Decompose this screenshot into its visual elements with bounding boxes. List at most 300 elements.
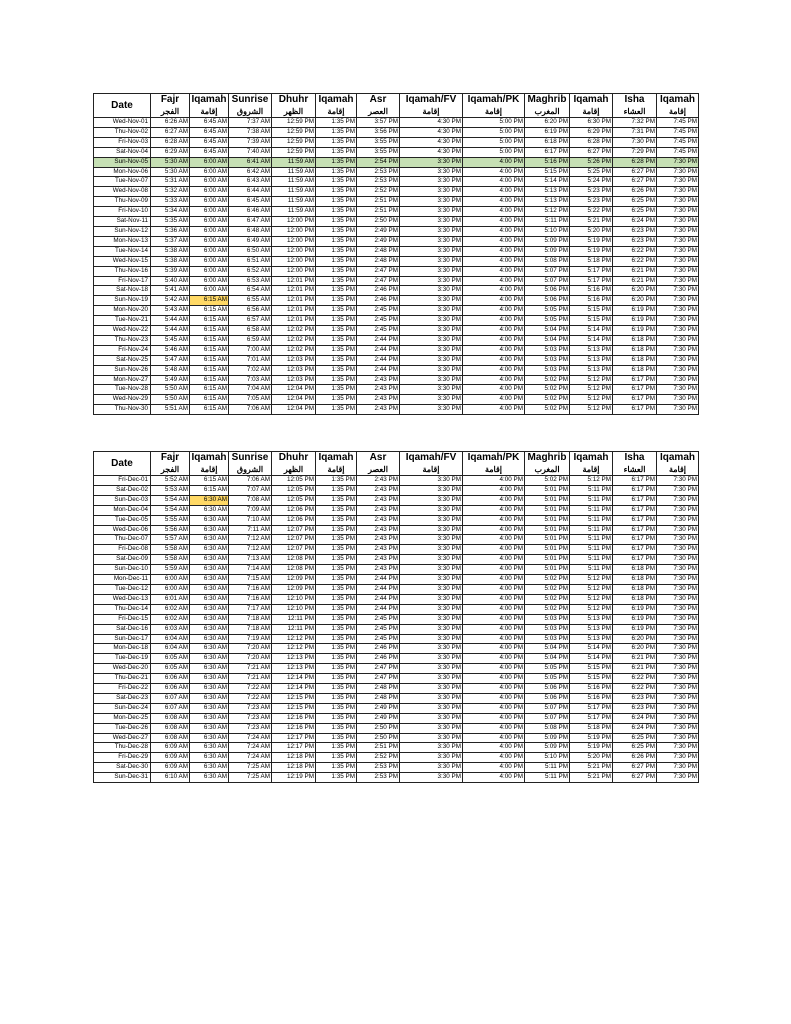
time-cell: 1:35 PM [316,674,357,684]
time-cell: 7:30 PM [657,296,699,306]
date-cell: Tue-Dec-26 [94,723,151,733]
time-cell: 6:45 AM [190,127,229,137]
time-cell: 5:58 AM [151,555,190,565]
time-cell: 7:30 PM [657,674,699,684]
time-cell: 2:47 PM [357,276,400,286]
time-cell: 12:00 PM [272,236,316,246]
time-cell: 5:47 AM [151,355,190,365]
time-cell: 3:55 PM [357,137,400,147]
time-cell: 6:19 PM [613,624,657,634]
column-header-arabic: إقامة [657,464,699,476]
time-cell: 2:47 PM [357,674,400,684]
time-cell: 5:06 PM [525,286,570,296]
time-cell: 3:30 PM [400,723,463,733]
time-cell: 7:23 AM [229,703,272,713]
time-cell: 7:16 AM [229,594,272,604]
time-cell: 5:26 PM [570,157,613,167]
time-cell: 6:07 AM [151,693,190,703]
time-cell: 5:16 PM [570,286,613,296]
time-cell: 7:30 PM [657,713,699,723]
time-cell: 5:13 PM [570,365,613,375]
time-cell: 2:47 PM [357,266,400,276]
table-row [94,555,699,565]
time-cell: 5:53 AM [151,485,190,495]
time-cell: 4:00 PM [463,555,525,565]
time-cell: 5:03 PM [525,634,570,644]
time-cell: 5:18 PM [570,723,613,733]
time-cell: 1:35 PM [316,624,357,634]
time-cell: 1:35 PM [316,207,357,217]
time-cell: 5:03 PM [525,355,570,365]
time-cell: 1:35 PM [316,495,357,505]
time-cell: 6:17 PM [613,375,657,385]
table-row [94,207,699,217]
time-cell: 7:30 PM [657,763,699,773]
time-cell: 4:00 PM [463,674,525,684]
time-cell: 3:30 PM [400,246,463,256]
time-cell: 1:35 PM [316,335,357,345]
time-cell: 6:07 AM [151,703,190,713]
time-cell: 5:07 PM [525,703,570,713]
time-cell: 5:16 PM [570,684,613,694]
time-cell: 6:58 AM [229,326,272,336]
time-cell: 6:17 PM [613,505,657,515]
time-cell: 6:18 PM [613,594,657,604]
date-cell: Wed-Dec-06 [94,525,151,535]
time-cell: 7:32 PM [613,118,657,128]
time-cell: 3:30 PM [400,167,463,177]
time-cell: 6:15 AM [190,306,229,316]
date-cell: Sun-Dec-10 [94,565,151,575]
column-header-arabic: إقامة [400,464,463,476]
time-cell: 4:00 PM [463,515,525,525]
time-cell: 7:30 PM [657,584,699,594]
time-cell: 7:30 PM [657,634,699,644]
table-row [94,476,699,486]
time-cell: 6:30 AM [190,515,229,525]
time-cell: 1:35 PM [316,286,357,296]
time-cell: 5:05 PM [525,316,570,326]
time-cell: 6:00 AM [190,167,229,177]
time-cell: 12:12 PM [272,644,316,654]
time-cell: 5:00 PM [463,147,525,157]
date-cell: Sat-Dec-16 [94,624,151,634]
table-row [94,296,699,306]
time-cell: 7:30 PM [657,375,699,385]
time-cell: 3:30 PM [400,485,463,495]
time-cell: 1:35 PM [316,584,357,594]
column-header-arabic: إقامة [190,106,229,118]
time-cell: 7:12 AM [229,545,272,555]
table-row [94,684,699,694]
time-cell: 6:00 AM [190,266,229,276]
time-cell: 2:45 PM [357,624,400,634]
date-cell: Thu-Nov-23 [94,335,151,345]
time-cell: 3:30 PM [400,654,463,664]
time-cell: 6:45 AM [190,118,229,128]
time-cell: 6:17 PM [613,515,657,525]
time-cell: 4:00 PM [463,236,525,246]
time-cell: 5:45 AM [151,335,190,345]
time-cell: 3:30 PM [400,644,463,654]
time-cell: 7:30 PM [657,495,699,505]
december-table-body [94,476,699,783]
time-cell: 3:30 PM [400,355,463,365]
time-cell: 4:00 PM [463,296,525,306]
time-cell: 6:00 AM [190,246,229,256]
time-cell: 5:38 AM [151,256,190,266]
time-cell: 6:53 AM [229,276,272,286]
date-cell: Sat-Dec-02 [94,485,151,495]
november-table-header [94,94,699,118]
time-cell: 7:30 PM [657,485,699,495]
time-cell: 3:30 PM [400,773,463,783]
time-cell: 2:51 PM [357,197,400,207]
time-cell: 6:23 PM [613,703,657,713]
time-cell: 6:22 PM [613,256,657,266]
time-cell: 5:59 AM [151,565,190,575]
time-cell: 11:59 AM [272,167,316,177]
time-cell: 5:40 AM [151,276,190,286]
time-cell: 5:07 PM [525,276,570,286]
time-cell: 2:44 PM [357,365,400,375]
time-cell: 12:16 PM [272,723,316,733]
time-cell: 7:30 PM [657,624,699,634]
time-cell: 1:35 PM [316,664,357,674]
time-cell: 5:16 PM [570,296,613,306]
time-cell: 4:30 PM [400,137,463,147]
time-cell: 2:44 PM [357,345,400,355]
time-cell: 6:15 AM [190,375,229,385]
time-cell: 7:30 PM [657,187,699,197]
time-cell: 5:07 PM [525,266,570,276]
time-cell: 3:30 PM [400,187,463,197]
time-cell: 6:21 PM [613,664,657,674]
time-cell: 7:01 AM [229,355,272,365]
time-cell: 5:11 PM [570,515,613,525]
header-row-arabic [94,106,699,118]
time-cell: 4:00 PM [463,226,525,236]
time-cell: 7:30 PM [657,604,699,614]
time-cell: 3:30 PM [400,674,463,684]
time-cell: 2:48 PM [357,693,400,703]
november-table-body [94,118,699,415]
time-cell: 5:15 PM [525,167,570,177]
date-cell: Tue-Dec-12 [94,584,151,594]
time-cell: 5:12 PM [570,395,613,405]
time-cell: 7:24 AM [229,753,272,763]
date-cell: Thu-Dec-28 [94,743,151,753]
table-row [94,565,699,575]
date-cell: Tue-Nov-07 [94,177,151,187]
time-cell: 5:50 AM [151,385,190,395]
time-cell: 6:17 PM [613,545,657,555]
time-cell: 5:19 PM [570,236,613,246]
time-cell: 12:13 PM [272,664,316,674]
time-cell: 6:17 PM [613,535,657,545]
time-cell: 2:45 PM [357,326,400,336]
time-cell: 1:35 PM [316,217,357,227]
table-row [94,246,699,256]
time-cell: 7:22 AM [229,693,272,703]
time-cell: 3:56 PM [357,127,400,137]
date-cell: Fri-Nov-10 [94,207,151,217]
header-row-arabic [94,464,699,476]
time-cell: 6:09 AM [151,753,190,763]
time-cell: 1:35 PM [316,713,357,723]
table-row [94,614,699,624]
time-cell: 7:24 AM [229,733,272,743]
time-cell: 12:09 PM [272,584,316,594]
time-cell: 5:50 AM [151,395,190,405]
column-header-english: Isha [613,94,657,107]
time-cell: 3:57 PM [357,118,400,128]
time-cell: 7:18 AM [229,614,272,624]
date-cell: Fri-Dec-29 [94,753,151,763]
time-cell: 2:49 PM [357,226,400,236]
time-cell: 4:00 PM [463,505,525,515]
time-cell: 7:30 PM [657,545,699,555]
time-cell: 5:14 PM [570,654,613,664]
time-cell: 11:59 AM [272,157,316,167]
time-cell: 6:30 AM [190,723,229,733]
time-cell: 3:30 PM [400,375,463,385]
time-cell: 2:46 PM [357,654,400,664]
time-cell: 6:26 PM [613,753,657,763]
time-cell: 4:00 PM [463,335,525,345]
time-cell: 5:06 PM [525,296,570,306]
time-cell: 2:43 PM [357,485,400,495]
time-cell: 1:35 PM [316,476,357,486]
time-cell: 6:27 PM [613,773,657,783]
time-cell: 6:30 AM [190,763,229,773]
time-cell: 6:18 PM [613,345,657,355]
time-cell: 7:19 AM [229,634,272,644]
time-cell: 12:59 PM [272,118,316,128]
time-cell: 1:35 PM [316,743,357,753]
date-cell: Wed-Dec-13 [94,594,151,604]
time-cell: 3:30 PM [400,395,463,405]
time-cell: 12:04 PM [272,395,316,405]
time-cell: 4:00 PM [463,375,525,385]
time-cell: 3:30 PM [400,365,463,375]
time-cell: 12:01 PM [272,316,316,326]
time-cell: 5:33 AM [151,197,190,207]
time-cell: 1:35 PM [316,246,357,256]
time-cell: 6:05 AM [151,654,190,664]
time-cell: 12:16 PM [272,713,316,723]
time-cell: 2:53 PM [357,773,400,783]
table-row [94,604,699,614]
time-cell: 2:48 PM [357,246,400,256]
time-cell: 5:05 PM [525,664,570,674]
column-header-arabic: الشروق [229,106,272,118]
column-header-english: Asr [357,94,400,107]
time-cell: 6:17 PM [613,385,657,395]
table-row [94,545,699,555]
time-cell: 5:17 PM [570,266,613,276]
time-cell: 12:12 PM [272,634,316,644]
time-cell: 2:44 PM [357,335,400,345]
time-cell: 4:00 PM [463,575,525,585]
time-cell: 3:30 PM [400,306,463,316]
time-cell: 7:30 PM [657,703,699,713]
time-cell: 5:54 AM [151,495,190,505]
time-cell: 6:15 AM [190,345,229,355]
column-header-english: Iqamah [316,452,357,465]
table-row [94,385,699,395]
time-cell: 7:15 AM [229,575,272,585]
time-cell: 7:04 AM [229,385,272,395]
time-cell: 4:00 PM [463,713,525,723]
table-row [94,733,699,743]
time-cell: 5:12 PM [570,385,613,395]
time-cell: 7:30 PM [657,664,699,674]
time-cell: 2:43 PM [357,515,400,525]
time-cell: 4:00 PM [463,703,525,713]
time-cell: 4:00 PM [463,395,525,405]
time-cell: 4:00 PM [463,604,525,614]
time-cell: 4:00 PM [463,495,525,505]
time-cell: 1:35 PM [316,167,357,177]
time-cell: 12:00 PM [272,226,316,236]
date-cell: Mon-Dec-04 [94,505,151,515]
time-cell: 5:03 PM [525,624,570,634]
time-cell: 6:04 AM [151,634,190,644]
time-cell: 6:25 PM [613,197,657,207]
time-cell: 5:31 AM [151,177,190,187]
date-cell: Thu-Dec-21 [94,674,151,684]
time-cell: 4:00 PM [463,355,525,365]
time-cell: 1:35 PM [316,345,357,355]
date-cell: Tue-Dec-19 [94,654,151,664]
time-cell: 5:17 PM [570,713,613,723]
column-header-english: Asr [357,452,400,465]
time-cell: 6:00 AM [190,207,229,217]
table-row [94,395,699,405]
time-cell: 6:18 PM [613,365,657,375]
time-cell: 4:00 PM [463,664,525,674]
time-cell: 6:08 AM [151,713,190,723]
column-header-english: Dhuhr [272,452,316,465]
time-cell: 1:35 PM [316,157,357,167]
time-cell: 6:02 AM [151,614,190,624]
time-cell: 5:25 PM [570,167,613,177]
time-cell: 5:01 PM [525,535,570,545]
time-cell: 12:00 PM [272,266,316,276]
time-cell: 4:00 PM [463,614,525,624]
time-cell: 4:00 PM [463,217,525,227]
time-cell: 3:30 PM [400,217,463,227]
time-cell: 7:30 PM [657,167,699,177]
time-cell: 3:30 PM [400,525,463,535]
time-cell: 5:00 PM [463,118,525,128]
time-cell: 3:30 PM [400,197,463,207]
time-cell: 2:44 PM [357,594,400,604]
time-cell: 6:30 AM [190,495,229,505]
time-cell: 4:00 PM [463,316,525,326]
time-cell: 6:21 PM [613,654,657,664]
time-cell: 5:15 PM [570,316,613,326]
time-cell: 12:14 PM [272,674,316,684]
time-cell: 6:00 AM [190,217,229,227]
table-row [94,375,699,385]
time-cell: 1:35 PM [316,535,357,545]
time-cell: 4:00 PM [463,177,525,187]
time-cell: 6:22 PM [613,246,657,256]
time-cell: 12:06 PM [272,515,316,525]
time-cell: 7:03 AM [229,375,272,385]
time-cell: 12:07 PM [272,525,316,535]
time-cell: 6:06 AM [151,684,190,694]
time-cell: 1:35 PM [316,565,357,575]
time-cell: 6:30 AM [190,545,229,555]
time-cell: 2:47 PM [357,664,400,674]
time-cell: 5:11 PM [570,555,613,565]
column-header-arabic: العصر [357,106,400,118]
time-cell: 12:15 PM [272,703,316,713]
table-row [94,266,699,276]
table-row [94,664,699,674]
table-row [94,644,699,654]
date-cell: Wed-Nov-01 [94,118,151,128]
table-row [94,634,699,644]
table-row [94,594,699,604]
time-cell: 4:00 PM [463,246,525,256]
time-cell: 7:18 AM [229,624,272,634]
time-cell: 1:35 PM [316,137,357,147]
column-header-arabic: العشاء [613,106,657,118]
date-cell: Sun-Nov-19 [94,296,151,306]
time-cell: 6:26 PM [613,187,657,197]
table-row [94,535,699,545]
time-cell: 5:13 PM [570,614,613,624]
time-cell: 6:45 AM [229,197,272,207]
time-cell: 5:35 AM [151,217,190,227]
time-cell: 6:27 AM [151,127,190,137]
time-cell: 2:43 PM [357,535,400,545]
time-cell: 5:39 AM [151,266,190,276]
time-cell: 4:00 PM [463,753,525,763]
time-cell: 6:18 PM [525,137,570,147]
time-cell: 5:10 PM [525,753,570,763]
time-cell: 7:25 AM [229,773,272,783]
time-cell: 4:00 PM [463,385,525,395]
time-cell: 6:09 AM [151,763,190,773]
time-cell: 2:45 PM [357,316,400,326]
date-cell: Sat-Nov-04 [94,147,151,157]
time-cell: 3:30 PM [400,335,463,345]
time-cell: 12:59 PM [272,137,316,147]
column-header-english: Iqamah [657,452,699,465]
time-cell: 6:30 AM [190,634,229,644]
time-cell: 5:01 PM [525,485,570,495]
time-cell: 3:30 PM [400,505,463,515]
table-row [94,345,699,355]
column-header-english: Sunrise [229,94,272,107]
date-cell: Sat-Nov-25 [94,355,151,365]
date-cell: Sun-Nov-12 [94,226,151,236]
time-cell: 5:01 PM [525,515,570,525]
time-cell: 5:43 AM [151,306,190,316]
time-cell: 6:30 AM [190,565,229,575]
column-header-english: Maghrib [525,94,570,107]
time-cell: 12:11 PM [272,624,316,634]
time-cell: 7:30 PM [657,306,699,316]
time-cell: 1:35 PM [316,177,357,187]
time-cell: 5:16 PM [525,157,570,167]
time-cell: 1:35 PM [316,236,357,246]
